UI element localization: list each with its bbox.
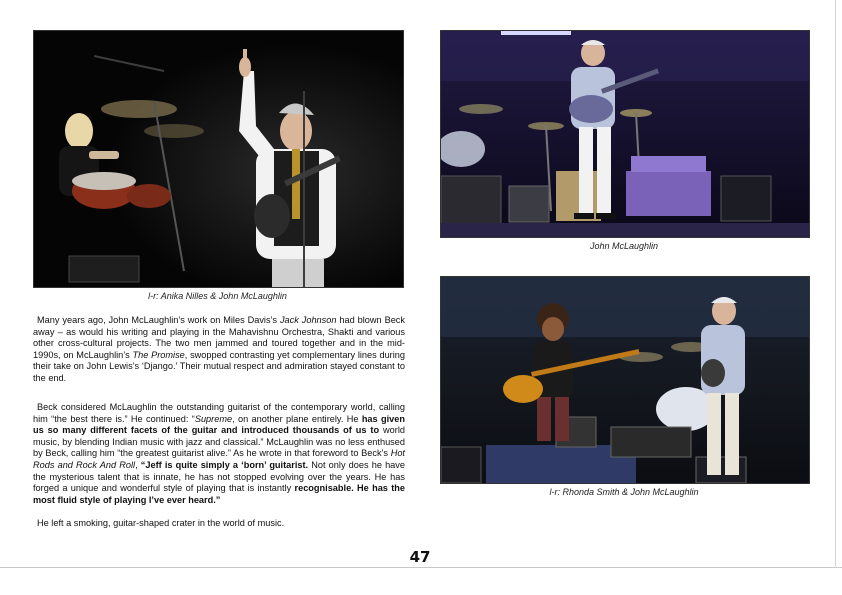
bold-text-span: has given us so many different facets of the guitar and introduced thousands of us to (33, 413, 405, 436)
page-right-divider (835, 0, 836, 568)
text-span: , (135, 459, 141, 470)
page-bottom-divider (0, 567, 842, 568)
text-span: , on another plane entirely. He (232, 413, 362, 424)
article-body-2 (33, 402, 405, 506)
photo-anika-nilles-john-mclaughlin (33, 30, 404, 288)
album-title-the-promise: The Promise (132, 349, 185, 360)
photo-john-mclaughlin (440, 30, 810, 238)
photo-rhonda-smith-john-mclaughlin (440, 276, 810, 484)
concert-photo-2-illustration (441, 31, 809, 237)
album-title-jack-johnson: Jack Johnson (279, 315, 337, 325)
bold-quote-span: recognisable. He has the most fluid style of playing I’ve ever heard.” (33, 483, 405, 505)
article-body (33, 315, 405, 385)
text-span: world music, by blending Indian music with jazz and classical.” McLaughlin was no less enthused by Beck, calling him “the greatest guitarist alive.” As he wrote in that foreword to Beck’s (33, 425, 405, 459)
paragraph-2 (33, 402, 405, 506)
album-title-supreme: Supreme (194, 413, 233, 424)
bold-quote-span: “Jeff is quite simply a ‘born’ guitarist. (140, 459, 309, 470)
text-span: Beck considered McLaughlin the outstanding guitarist of the contemporary world, calling him “the best there is.” He continued: “ (33, 402, 405, 424)
text-span: had blown Beck away – as would his writing and playing in the Mahavishnu Orchestra, Shakti and various other cross-cultural projects. The two men jammed and toured together and in the mid-1990s, on McLaughlin’s (33, 315, 405, 360)
concert-photo-3-illustration (441, 277, 809, 483)
concert-photo-1-illustration (34, 31, 403, 287)
page-number: 47 (409, 548, 431, 566)
book-title-hot-rods: Hot Rods and Rock And Roll (33, 448, 405, 470)
photo3-caption: l-r: Rhonda Smith & John McLaughlin (549, 487, 699, 497)
text-span: , swopped contrasting yet complementary lines during their take on John Lewis’s ‘Django.’ Their mutual respect and admiration stayed constant to the end. (33, 349, 405, 383)
article-body-3 (33, 518, 405, 530)
paragraph-1 (33, 315, 405, 385)
photo2-caption: John McLaughlin (589, 241, 659, 251)
text-span: Not only does he have the mysterious talent that is innate, he has not stopped evolving over the years. He has forged a unique and wonderful style of playing that is instantly (33, 459, 405, 494)
photo1-caption: l-r: Anika Nilles & John McLaughlin (148, 291, 287, 301)
paragraph-3: He left a smoking, guitar-shaped crater in the world of music. (37, 518, 285, 528)
text-span: Many years ago, John McLaughlin’s work on Miles Davis’s (37, 315, 280, 325)
